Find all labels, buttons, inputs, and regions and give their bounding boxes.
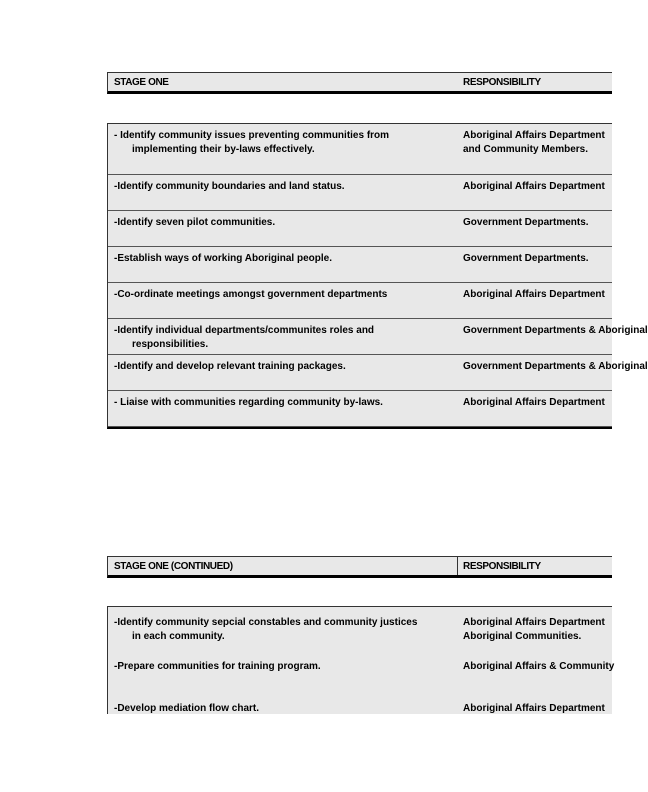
task-cell [114, 129, 454, 157]
responsibility-text: Aboriginal Affairs Department [463, 397, 605, 408]
responsibility-cell [463, 324, 648, 338]
responsibility-cell [463, 360, 648, 374]
stage-one-heading: STAGE ONE [114, 76, 169, 88]
responsibility-text: Aboriginal Affairs Department [463, 289, 605, 300]
responsibility-text: Government Departments. [463, 253, 589, 264]
responsibility-cell [463, 660, 614, 674]
table-row [108, 283, 612, 319]
responsibility-cell [463, 252, 589, 266]
responsibility-cell [463, 216, 589, 230]
table-row [108, 391, 612, 427]
table-row [108, 355, 648, 391]
table-row [108, 124, 612, 175]
task-text: -Prepare communities for training program. [114, 661, 321, 672]
task-text: implementing their by-laws effectively. [132, 144, 315, 155]
task-cell [114, 616, 454, 644]
responsibility-heading: RESPONSIBILITY [463, 560, 541, 572]
responsibility-text: Government Departments & Aboriginal [463, 361, 648, 372]
responsibility-text: Aboriginal Affairs Department [463, 130, 605, 141]
responsibility-text: Government Departments. [463, 217, 589, 228]
task-cell [114, 288, 454, 302]
header-divider [457, 557, 458, 575]
task-text: in each community. [132, 631, 225, 642]
responsibility-cell [463, 396, 605, 410]
responsibility-cell [463, 180, 605, 194]
responsibility-text: Aboriginal Affairs Department [463, 703, 605, 714]
task-cell [114, 360, 454, 374]
task-text: -Identify community boundaries and land status. [114, 181, 345, 192]
stage-one-header [107, 72, 612, 94]
responsibility-cell [463, 288, 605, 302]
responsibility-text: and Community Members. [463, 144, 589, 155]
task-text: -Identify community sepcial constables and community justices [114, 617, 418, 628]
task-text: -Co-ordinate meetings amongst government departments [114, 289, 388, 300]
responsibility-text: Government Departments & Aboriginal [463, 325, 648, 336]
task-text: -Develop mediation flow chart. [114, 703, 260, 714]
stage-one-continued-heading: STAGE ONE (CONTINUED) [114, 560, 233, 572]
table-row [108, 211, 612, 247]
stage-one-continued-header [107, 556, 612, 578]
responsibility-text: Aboriginal Communities. [463, 631, 582, 642]
task-text: -Identify seven pilot communities. [114, 217, 276, 228]
task-text: -Identify and develop relevant training packages. [114, 361, 346, 372]
table-row [108, 247, 612, 283]
task-cell [114, 660, 454, 674]
responsibility-cell [463, 702, 605, 716]
task-text: - Identify community issues preventing communities from [114, 130, 390, 141]
responsibility-cell [463, 129, 605, 157]
task-cell [114, 324, 454, 352]
task-cell [114, 252, 454, 266]
task-cell [114, 396, 454, 410]
stage-one-continued-table [107, 606, 615, 714]
task-text: responsibilities. [132, 339, 209, 350]
stage-one-table [107, 123, 648, 429]
responsibility-text: Aboriginal Affairs Department [463, 617, 605, 628]
table-row [108, 697, 612, 717]
task-text: -Identify individual departments/communites roles and [114, 325, 375, 336]
task-cell [114, 216, 454, 230]
table-row [108, 655, 615, 697]
task-cell [114, 180, 454, 194]
table-row [108, 175, 612, 211]
responsibility-cell [463, 616, 605, 644]
responsibility-heading: RESPONSIBILITY [463, 76, 541, 88]
table-row [108, 611, 612, 655]
responsibility-text: Aboriginal Affairs Department [463, 181, 605, 192]
table-row [108, 319, 648, 355]
task-cell [114, 702, 454, 716]
task-text: - Liaise with communities regarding community by-laws. [114, 397, 383, 408]
task-text: -Establish ways of working Aboriginal people. [114, 253, 332, 264]
responsibility-text: Aboriginal Affairs & Community [463, 661, 615, 672]
